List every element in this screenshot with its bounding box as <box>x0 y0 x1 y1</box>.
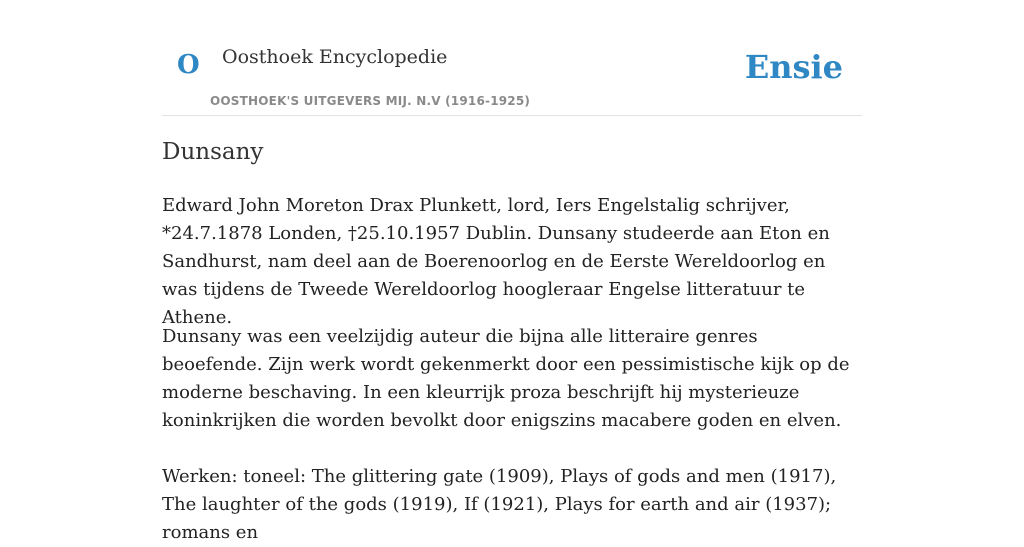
site-header <box>162 0 862 116</box>
article-paragraph-biography: Edward John Moreton Drax Plunkett, lord, Iers Engelstalig schrijver, *24.7.1878 Londen, †25.10.1957 Dublin. Dunsany studeerde aan Eton en Sandhurst, nam deel aan de Boerenoorlog en de Eerste Wereldoorlog en was tijdens de Tweede Wereldoorlog hoogleraar Engelse litteratuur te Athene. <box>162 195 830 328</box>
page <box>162 0 862 543</box>
article-title: Dunsany <box>162 139 264 165</box>
site-subtitle: OOSTHOEK'S UITGEVERS MIJ. N.V (1916-1925) <box>210 94 531 108</box>
article-paragraph-style: Dunsany was een veelzijdig auteur die bijna alle litteraire genres beoefende. Zijn werk wordt gekenmerkt door een pessimistische kijk op de moderne beschaving. In een kleurrijk proza beschrijft hij mysterieuze koninkrijken die worden bevolkt door enigszins macabere goden en elven. <box>162 326 850 431</box>
site-logo[interactable]: O <box>177 50 200 80</box>
article-paragraph-works: Werken: toneel: The glittering gate (1909), Plays of gods and men (1917), The laughter of the gods (1919), If (1921), Plays for earth and air (1937); romans en <box>162 466 837 543</box>
site-title: Oosthoek Encyclopedie <box>222 46 448 68</box>
brand-logo[interactable]: Ensie <box>744 48 843 86</box>
